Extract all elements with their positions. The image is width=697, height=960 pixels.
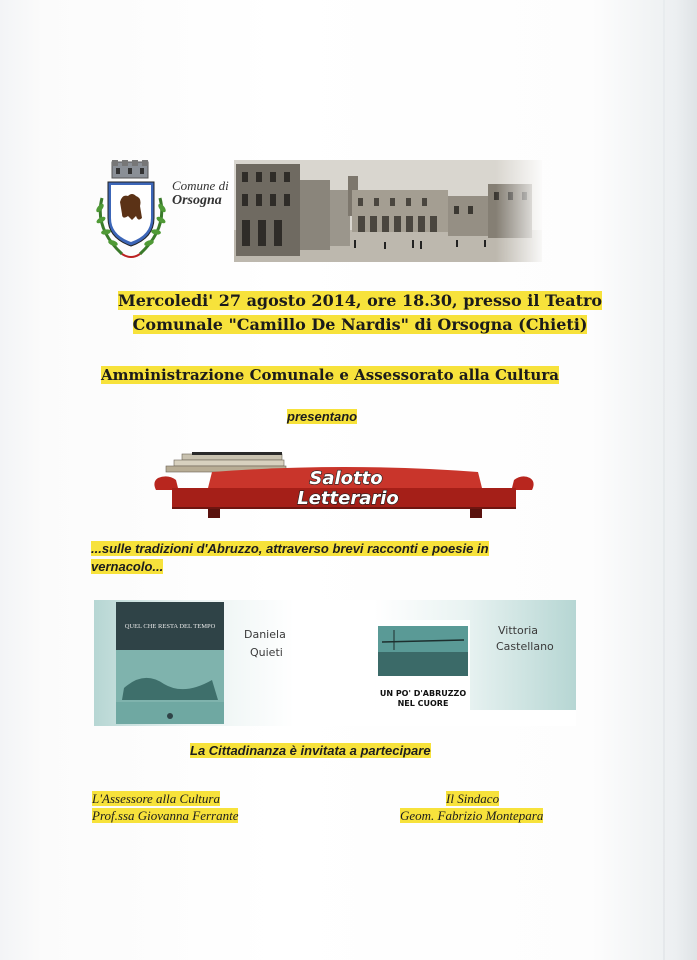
invitation bbox=[190, 743, 431, 758]
event-date-line-2: Comunale "Camillo De Nardis" di Orsogna (Chieti) bbox=[132, 315, 588, 334]
author-vittoria: Vittoria bbox=[498, 624, 539, 637]
salotto-letterario-banner bbox=[152, 452, 536, 522]
comune-di-text: Comune di bbox=[172, 178, 229, 193]
town-square-photo bbox=[234, 160, 542, 262]
page-fold-shadow bbox=[663, 0, 665, 960]
organizers-text: Amministrazione Comunale e Assessorato alla Cultura bbox=[101, 366, 559, 384]
orsogna-crest-icon bbox=[92, 158, 170, 264]
presentano-label bbox=[287, 409, 357, 424]
books-panel bbox=[94, 600, 576, 726]
signature-sindaco bbox=[400, 790, 543, 824]
book-right-title-1: UN PO' D'ABRUZZO bbox=[379, 689, 467, 698]
book-left-title: QUEL CHE RESTA DEL TEMPO bbox=[124, 623, 216, 630]
sindaco-title: Il Sindaco bbox=[446, 791, 500, 806]
book-cover-quel-che-resta bbox=[116, 602, 224, 724]
presentano-text: presentano bbox=[287, 409, 358, 424]
author-castellano: Castellano bbox=[496, 640, 554, 653]
description-line-1: ...sulle tradizioni d'Abruzzo, attraverso brevi racconti e poesie in bbox=[91, 541, 489, 556]
signature-assessore bbox=[92, 790, 238, 824]
description-line-2: vernacolo... bbox=[91, 559, 164, 574]
event-date-line-1: Mercoledi' 27 agosto 2014, ore 18.30, presso il Teatro bbox=[118, 291, 603, 310]
event-description bbox=[91, 540, 489, 576]
comune-name-text: Orsogna bbox=[172, 193, 222, 208]
author-daniela: Daniela bbox=[244, 628, 286, 641]
assessore-name: Prof.ssa Giovanna Ferrante bbox=[92, 808, 239, 823]
sindaco-name: Geom. Fabrizio Montepara bbox=[400, 808, 544, 823]
book-cover-un-po-dabruzzo bbox=[376, 620, 470, 726]
author-quieti: Quieti bbox=[250, 646, 283, 659]
banner-line-1: Salotto bbox=[309, 468, 383, 489]
banner-line-2: Letterario bbox=[297, 488, 399, 509]
assessore-title: L'Assessore alla Cultura bbox=[92, 791, 220, 806]
event-datetime bbox=[118, 289, 602, 337]
comune-label bbox=[172, 178, 229, 209]
organizers-heading bbox=[101, 366, 559, 384]
book-right-title-2: NEL CUORE bbox=[397, 699, 449, 708]
invitation-text: La Cittadinanza è invitata a partecipare bbox=[190, 743, 431, 758]
